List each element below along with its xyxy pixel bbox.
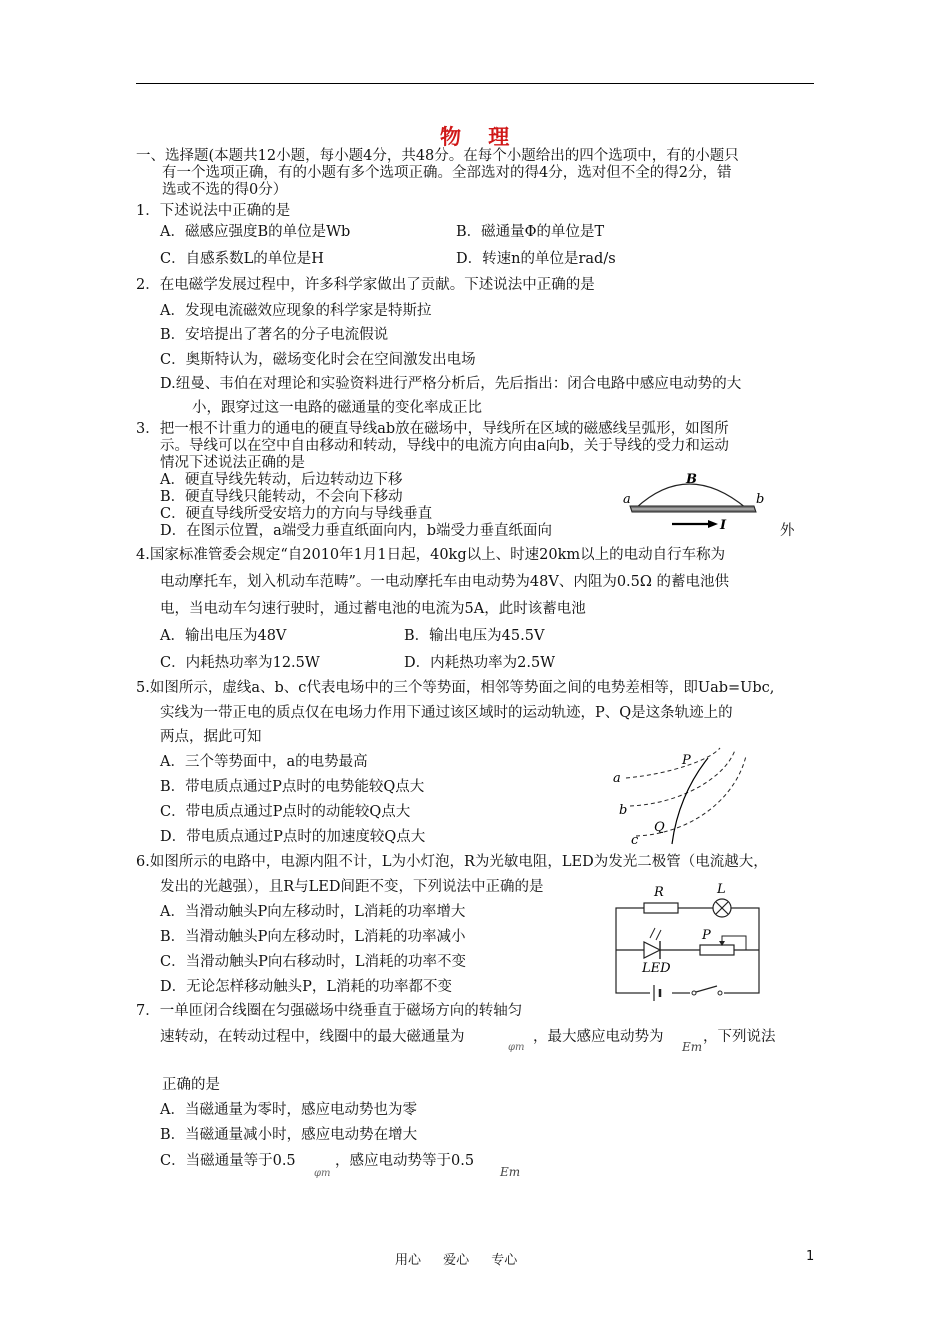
q7-stem-line2a: 速转动，在转动过程中，线圈中的最大磁通量为 xyxy=(160,1029,465,1045)
q6-switch xyxy=(692,991,696,995)
q3-label-b: b xyxy=(756,492,765,507)
q2-stem: 2．在电磁学发展过程中，许多科学家做出了贡献。下述说法中正确的是 xyxy=(136,277,595,293)
q6-option-a: A．当滑动触头P向左移动时，L消耗的功率增大 xyxy=(160,904,466,920)
q7-stem-line1: 7．一单匝闭合线圈在匀强磁场中绕垂直于磁场方向的转轴匀 xyxy=(136,1003,523,1019)
q5-stem-line1: 5.如图所示，虚线a、b、c代表电场中的三个等势面，相邻等势面之间的电势差相等，即Uab=Ubc, xyxy=(136,680,775,696)
q3-option-d: D．在图示位置，a端受力垂直纸面向内，b端受力垂直纸面向 xyxy=(160,523,553,539)
q5-stem-line3: 两点，据此可知 xyxy=(160,729,262,745)
q7-option-c-part2: ，感应电动势等于0.5 xyxy=(335,1153,475,1169)
q7-e-m-symbol: Em xyxy=(682,1040,703,1054)
q1-option-d: D．转速n的单位是rad/s xyxy=(456,251,616,267)
q5-label-a: a xyxy=(613,771,621,786)
q3-option-d-end: 外 xyxy=(780,523,795,539)
q7-stem-line2c: ，下列说法 xyxy=(703,1029,776,1045)
q6-stem-line1: 6.如图所示的电路中，电源内阻不计，L为小灯泡，R为光敏电阻，LED为发光二极管（电流越大， xyxy=(136,854,768,870)
q4-stem-line1: 4.国家标准管委会规定“自2010年1月1日起，40kg以上、时速20km以上的电动自行车称为 xyxy=(136,547,726,563)
q5-trajectory xyxy=(672,758,708,844)
q1-option-a: A．磁感应强度B的单位是Wb xyxy=(160,224,351,240)
q5-label-b: b xyxy=(619,803,628,818)
q5-equipotential-c xyxy=(636,756,746,836)
section-intro-line2: 有一个选项正确，有的小题有多个选项正确。全部选对的得4分，选对但不全的得2分，错 xyxy=(162,165,732,181)
q7-stem-line3: 正确的是 xyxy=(162,1077,220,1093)
q5-stem-line2: 实线为一带正电的质点仅在电场力作用下通过该区域时的运动轨迹，P、Q是这条轨迹上的 xyxy=(160,705,733,721)
q2-option-d-line2: 小，跟穿过这一电路的磁通量的变化率成正比 xyxy=(192,400,482,416)
q7-option-b: B．当磁通量减小时，感应电动势在增大 xyxy=(160,1127,418,1143)
q5-option-a: A．三个等势面中，a的电势最高 xyxy=(160,754,368,770)
q4-stem-line3: 电，当电动车匀速行驶时，通过蓄电池的电流为5A，此时该蓄电池 xyxy=(160,601,586,617)
q6-stem-line2: 发出的光越强），且R与LED间距不变，下列说法中正确的是 xyxy=(160,879,544,895)
q3-option-b: B．硬直导线只能转动，不会向下移动 xyxy=(160,489,403,505)
q6-option-c: C．当滑动触头P向右移动时，L消耗的功率不变 xyxy=(160,954,466,970)
q6-circuit xyxy=(610,880,770,1005)
q7-option-a: A．当磁通量为零时，感应电动势也为零 xyxy=(160,1102,417,1118)
q4-option-a: A．输出电压为48V xyxy=(160,628,287,644)
page-title: 物 理 xyxy=(440,124,520,149)
q5-option-b: B．带电质点通过P点时的电势能较Q点大 xyxy=(160,779,425,795)
q7-option-c-part1: C．当磁通量等于0.5 xyxy=(160,1153,296,1169)
q6-resistor-R xyxy=(644,903,678,913)
page-footer: 用心 爱心 专心 xyxy=(395,1253,518,1268)
q7-option-c-phi-symbol: φm xyxy=(314,1168,331,1179)
q4-option-b: B．输出电压为45.5V xyxy=(404,628,545,644)
q3-label-a: a xyxy=(623,492,631,507)
q7-option-c-e-symbol: Em xyxy=(500,1165,521,1179)
section-intro-line1: 一、选择题(本题共12小题，每小题4分，共48分。在每个小题给出的四个选项中，有的小题只 xyxy=(136,148,739,164)
q6-option-d: D．无论怎样移动触头P，L消耗的功率都不变 xyxy=(160,979,453,995)
q5-equipotential-a xyxy=(626,748,720,778)
q6-label-L: L xyxy=(717,882,726,897)
q5-label-P: P xyxy=(682,753,691,768)
q4-option-d: D．内耗热功率为2.5W xyxy=(404,655,556,671)
q6-label-LED: LED xyxy=(642,961,671,976)
q3-stem-line1: 3．把一根不计重力的通电的硬直导线ab放在磁场中，导线所在区域的磁感线呈弧形，如图所 xyxy=(136,421,729,437)
q1-stem: 1．下述说法中正确的是 xyxy=(136,203,291,219)
q3-option-c: C．硬直导线所受安培力的方向与导线垂直 xyxy=(160,506,433,522)
q3-stem-line2: 示。导线可以在空中自由移动和转动，导线中的电流方向由a向b，关于导线的受力和运动 xyxy=(160,438,729,454)
q4-stem-line2: 电动摩托车，划入机动车范畴”。一电动摩托车由电动势为48V、内阻为0.5Ω 的蓄电池供 xyxy=(160,574,730,590)
q2-option-a: A．发现电流磁效应现象的科学家是特斯拉 xyxy=(160,303,432,319)
q3-stem-line3: 情况下述说法正确的是 xyxy=(160,455,305,471)
q6-rheostat xyxy=(700,945,734,955)
q3-label-I: I xyxy=(720,518,727,533)
q3-option-a: A．硬直导线先转动，后边转动边下移 xyxy=(160,472,403,488)
q2-option-c: C．奥斯特认为，磁场变化时会在空间激发出电场 xyxy=(160,352,476,368)
q3-figure xyxy=(618,470,768,540)
q6-led xyxy=(644,942,660,958)
q5-label-Q: Q xyxy=(654,820,665,835)
q3-field-arc xyxy=(636,484,746,508)
q7-stem-line2b: ，最大感应电动势为 xyxy=(533,1029,664,1045)
q2-option-b: B．安培提出了著名的分子电流假说 xyxy=(160,327,389,343)
q1-option-c: C．自感系数L的单位是H xyxy=(160,251,324,267)
q6-label-R: R xyxy=(654,885,664,900)
q5-figure xyxy=(610,748,750,848)
q2-option-d-line1: D.纽曼、韦伯在对理论和实验资料进行严格分析后，先后指出：闭合电路中感应电动势的大 xyxy=(160,376,742,392)
section-intro-line3: 选或不选的得0分） xyxy=(162,182,288,198)
q5-option-c: C．带电质点通过P点时的动能较Q点大 xyxy=(160,804,411,820)
q5-label-c: c xyxy=(631,833,639,848)
q4-option-c: C．内耗热功率为12.5W xyxy=(160,655,320,671)
header-rule xyxy=(136,83,814,84)
q6-option-b: B．当滑动触头P向左移动时，L消耗的功率减小 xyxy=(160,929,466,945)
q5-option-d: D．带电质点通过P点时的加速度较Q点大 xyxy=(160,829,426,845)
q3-label-B: B xyxy=(686,472,697,487)
q6-label-P: P xyxy=(702,928,711,943)
q1-option-b: B．磁通量Φ的单位是T xyxy=(456,224,605,240)
page-number: 1 xyxy=(806,1249,815,1264)
q7-phi-m-symbol: φm xyxy=(508,1042,525,1053)
